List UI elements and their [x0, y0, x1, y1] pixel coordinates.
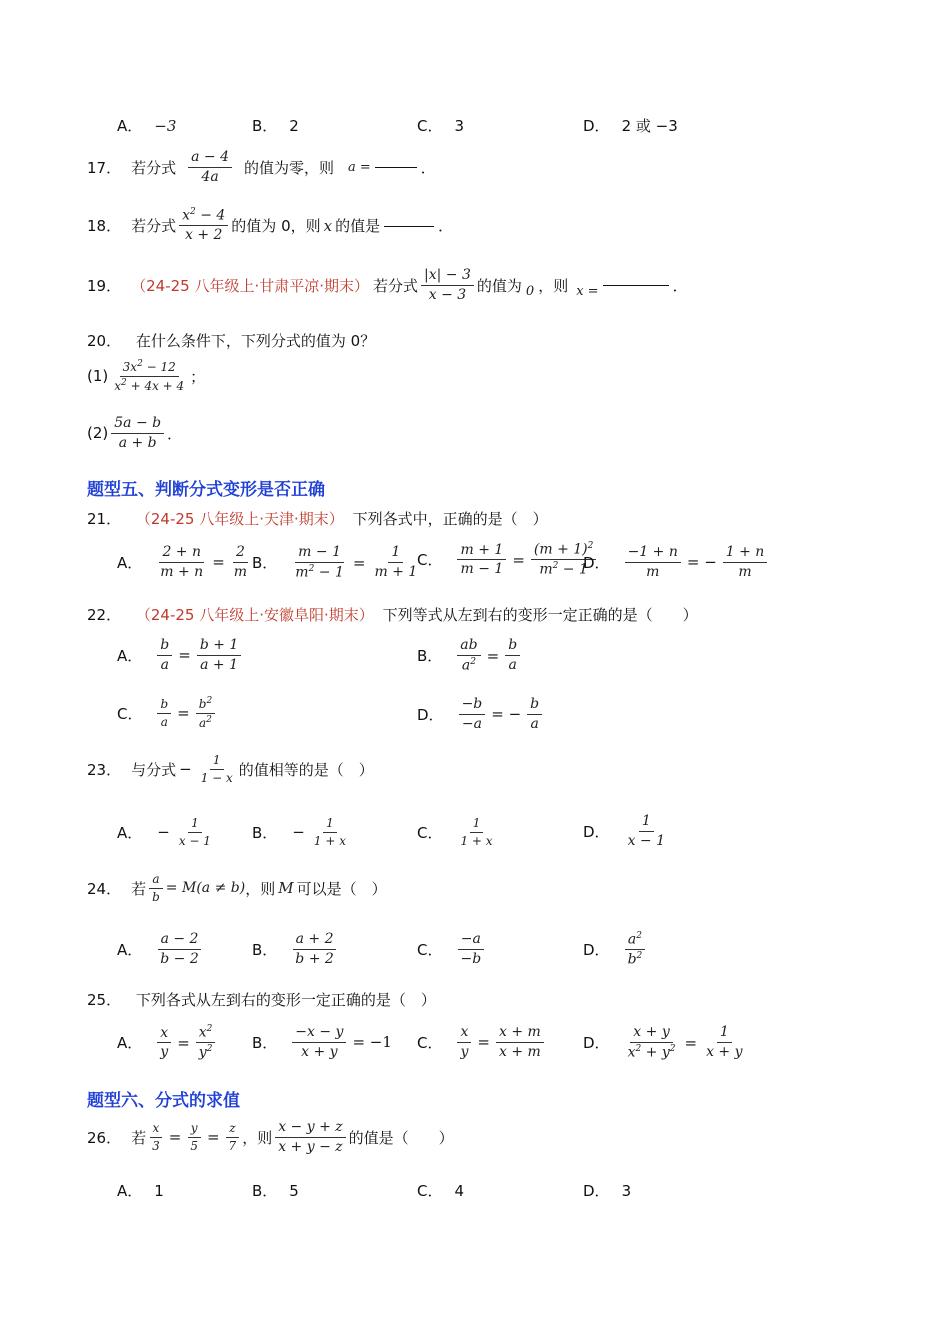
q19-fraction: $\frac{|x| - 3}{x - 3}$	[421, 268, 474, 302]
q21-option-a: A． $\frac{2 + n}{m + n}$ = $\frac{2}{m}$	[117, 544, 248, 580]
section-heading-6: 题型六、分式的求值	[87, 1091, 240, 1111]
q16-option-b: B． 2	[252, 116, 299, 135]
q20-part1-fraction: $\frac{3x^2 - 12}{x^2 + 4x + 4}$	[114, 359, 185, 393]
q25-option-a: A． $\frac{x}{y}$ = $\frac{x^2}{y^2}$	[117, 1025, 218, 1061]
q24-option-b: B． $\frac{a + 2}{b + 2}$	[252, 932, 340, 966]
q17-fraction: $\frac{a - 4}{4a}$	[188, 150, 232, 184]
q21-option-c: C． $\frac{m + 1}{m - 1}$ = $\frac{(m + 1)^2}{m^2 - 1}$	[417, 542, 599, 578]
q26-option-b: B． 5	[252, 1181, 299, 1200]
q16-option-c: C． 3	[417, 116, 465, 135]
q23-option-c: C． $\frac{1}{1 + x}$	[417, 816, 493, 848]
q16-option-a: A． −3	[117, 116, 177, 135]
q23-option-a: A． − $\frac{1}{x - 1}$	[117, 816, 211, 848]
q26-option-d: D． 3	[583, 1181, 632, 1200]
q18-answer-blank[interactable]	[384, 225, 434, 227]
question-18: 18． 若分式 $\frac{x^2 - 4}{x + 2}$ 的值为 0，则 x 的值是 ．	[87, 207, 454, 244]
q26-option-a: A． 1	[117, 1181, 164, 1200]
q22-option-b: B． $\frac{ab}{a^2}$ = $\frac{b}{a}$	[417, 638, 523, 673]
q24-option-a: A． $\frac{a - 2}{b - 2}$	[117, 932, 205, 966]
q21-option-b: B． $\frac{m - 1}{m^2 - 1}$ = $\frac{1}{m + 1}$	[252, 544, 418, 581]
q22-option-c: C． $\frac{b}{a}$ = $\frac{b^2}{a^2}$	[117, 697, 218, 729]
question-17: 17． 若分式 $\frac{a - 4}{4a}$ 的值为零，则 a = ．	[87, 149, 436, 185]
q20-part-2: (2) $\frac{5a - b}{a + b}$ ．	[87, 415, 183, 451]
question-22: 22． （24-25 八年级上·安徽阜阳·期末） 下列等式从左到右的变形一定正确的是（ ）	[87, 606, 698, 624]
question-19: 19． （24-25 八年级上·甘肃平凉·期末） 若分式 $\frac{|x| - 3}{x - 3}$ 的值为 0 ，则 x = ．	[87, 267, 688, 303]
q25-option-d: D． $\frac{x + y}{x^2 + y^2}$ = $\frac{1}{x + y}$	[583, 1024, 743, 1061]
q17-answer-blank[interactable]	[375, 166, 417, 168]
q25-option-c: C． $\frac{x}{y}$ = $\frac{x + m}{x + m}$	[417, 1025, 547, 1059]
question-25: 25． 下列各式从左到右的变形一定正确的是（ ）	[87, 991, 436, 1009]
q23-option-d: D． $\frac{1}{x - 1}$	[583, 813, 665, 849]
q18-fraction: $\frac{x^2 - 4}{x + 2}$	[179, 208, 228, 243]
question-26: 26． 若 $\frac{x}{3}$ = $\frac{y}{5}$ = $\frac{z}{7}$ ，则 $\frac{x - y + z}{x + y - z}$ 的值是（ ）	[87, 1119, 454, 1155]
question-24: 24． 若 $\frac{a}{b}$ = M(a ≠ b) ，则 M 可以是（ ）	[87, 872, 387, 904]
question-23: 23． 与分式 − $\frac{1}{1 - x}$ 的值相等的是（ ）	[87, 753, 374, 785]
q23-option-b: B． − $\frac{1}{1 + x}$	[252, 816, 346, 848]
q22-option-d: D． $\frac{-b}{-a}$ = − $\frac{b}{a}$	[417, 697, 545, 731]
q21-option-d: D． $\frac{-1 + n}{m}$ = − $\frac{1 + n}{m}$	[583, 545, 770, 579]
q20-part2-fraction: $\frac{5a - b}{a + b}$	[111, 416, 164, 450]
question-20: 20． 在什么条件下，下列分式的值为 0？	[87, 332, 376, 350]
q24-option-c: C． $\frac{-a}{-b}$	[417, 932, 487, 966]
question-21: 21． （24-25 八年级上·天津·期末） 下列各式中，正确的是（ ）	[87, 510, 548, 528]
q26-option-c: C． 4	[417, 1181, 465, 1200]
q19-answer-blank[interactable]	[603, 284, 669, 286]
section-heading-5: 题型五、判断分式变形是否正确	[87, 480, 325, 500]
q22-option-a: A． $\frac{b}{a}$ = $\frac{b + 1}{a + 1}$	[117, 638, 244, 672]
q24-option-d: D． $\frac{a^2}{b^2}$	[583, 932, 648, 968]
q20-part-1: (1) $\frac{3x^2 - 12}{x^2 + 4x + 4}$ ；	[87, 359, 206, 393]
q25-option-b: B． $\frac{-x - y}{x + y}$ = −1	[252, 1024, 392, 1060]
q16-option-d: D． 2 或 −3	[583, 117, 678, 135]
